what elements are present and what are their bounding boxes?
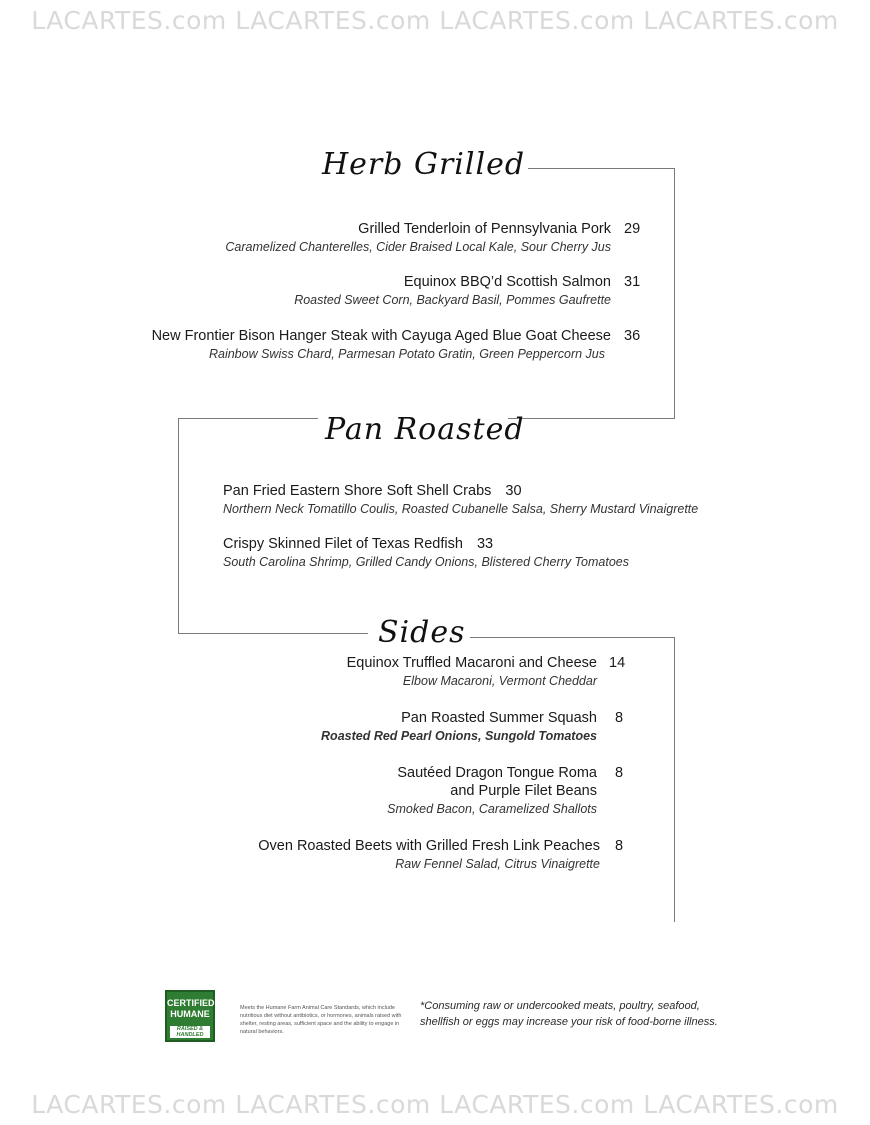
- item-description: Raw Fennel Salad, Citrus Vinaigrette: [395, 857, 600, 871]
- heading-herb-grilled: Herb Grilled: [322, 147, 526, 182]
- item-name: Equinox Truffled Macaroni and Cheese: [346, 655, 597, 671]
- item-name-text: Crispy Skinned Filet of Texas Redfish: [223, 536, 463, 552]
- item-description: Northern Neck Tomatillo Coulis, Roasted Cubanelle Salsa, Sherry Mustard Vinaigrette: [223, 502, 699, 516]
- item-description: South Carolina Shrimp, Grilled Candy Onions, Blistered Cherry Tomatoes: [223, 555, 629, 569]
- item-price: 31: [624, 274, 641, 290]
- menu-item: [321, 710, 624, 743]
- item-price: 30: [505, 483, 522, 499]
- item-price: 8: [615, 765, 624, 781]
- menu-item: [346, 655, 626, 688]
- humane-fineprint: Meets the Humane Farm Animal Care Standards, which include nutritious diet without antibiotics, or hormones, animals raised with shelter, resting areas, sufficient space and the ability to engage in natural behaviors.: [240, 1005, 402, 1035]
- item-name-line1: Sautéed Dragon Tongue Roma: [397, 765, 597, 781]
- menu-item: [294, 274, 641, 307]
- item-description: Caramelized Chanterelles, Cider Braised Local Kale, Sour Cherry Jus: [225, 240, 611, 254]
- item-price: 36: [624, 328, 641, 344]
- item-name-text: Pan Fried Eastern Shore Soft Shell Crabs: [223, 483, 492, 499]
- menu-item: [223, 536, 629, 569]
- menu-item: [258, 838, 624, 871]
- badge-line3: RAISED & HANDLED: [170, 1026, 210, 1038]
- heading-pan-roasted: Pan Roasted: [325, 412, 525, 447]
- item-description: Roasted Red Pearl Onions, Sungold Tomatoes: [321, 729, 597, 743]
- frame-line-pan-left: [178, 418, 179, 634]
- item-description: Smoked Bacon, Caramelized Shallots: [387, 802, 597, 816]
- item-name: Equinox BBQ’d Scottish Salmon: [403, 274, 611, 290]
- badge-line2: HUMANE: [170, 1009, 210, 1019]
- frame-line-herb-top: [528, 168, 675, 169]
- item-name: [223, 483, 698, 499]
- frame-line-sides-left: [178, 633, 368, 634]
- item-price: 14: [609, 655, 626, 671]
- watermark-top: LACARTES.com LACARTES.com LACARTES.com LACARTES.com: [31, 6, 839, 35]
- badge-line1: CERTIFIED: [167, 998, 215, 1008]
- menu-item: [151, 328, 641, 361]
- certified-humane-logo: [165, 990, 215, 1042]
- item-name: Grilled Tenderloin of Pennsylvania Pork: [358, 221, 611, 237]
- watermark-bottom: LACARTES.com LACARTES.com LACARTES.com LACARTES.com: [31, 1090, 839, 1119]
- item-price: 8: [615, 838, 624, 854]
- menu-item: [387, 765, 624, 816]
- item-name: Pan Roasted Summer Squash: [401, 710, 597, 726]
- item-name: [223, 536, 629, 552]
- item-name-line2: and Purple Filet Beans: [450, 783, 597, 799]
- heading-sides: Sides: [378, 615, 466, 650]
- item-name: Oven Roasted Beets with Grilled Fresh Link Peaches: [258, 838, 600, 854]
- frame-line-pan-top-right: [508, 418, 675, 419]
- item-description: Elbow Macaroni, Vermont Cheddar: [402, 674, 597, 688]
- menu-item: [223, 483, 698, 516]
- item-price: 8: [615, 710, 624, 726]
- item-description: Rainbow Swiss Chard, Parmesan Potato Gratin, Green Peppercorn Jus: [208, 347, 605, 361]
- frame-line-herb-right: [674, 168, 675, 418]
- frame-line-sides-right: [470, 637, 675, 638]
- item-price: 33: [476, 536, 494, 552]
- item-price: 29: [624, 221, 641, 237]
- menu-item: [225, 221, 641, 254]
- item-description: Roasted Sweet Corn, Backyard Basil, Pommes Gaufrette: [294, 293, 611, 307]
- frame-line-sides-vertical: [674, 637, 675, 922]
- item-name: New Frontier Bison Hanger Steak with Cayuga Aged Blue Goat Cheese: [151, 328, 611, 344]
- frame-line-pan-top-left: [178, 418, 318, 419]
- food-safety-disclaimer: *Consuming raw or undercooked meats, poultry, seafood, shellfish or eggs may increase your risk of food-borne illness.: [420, 1000, 718, 1028]
